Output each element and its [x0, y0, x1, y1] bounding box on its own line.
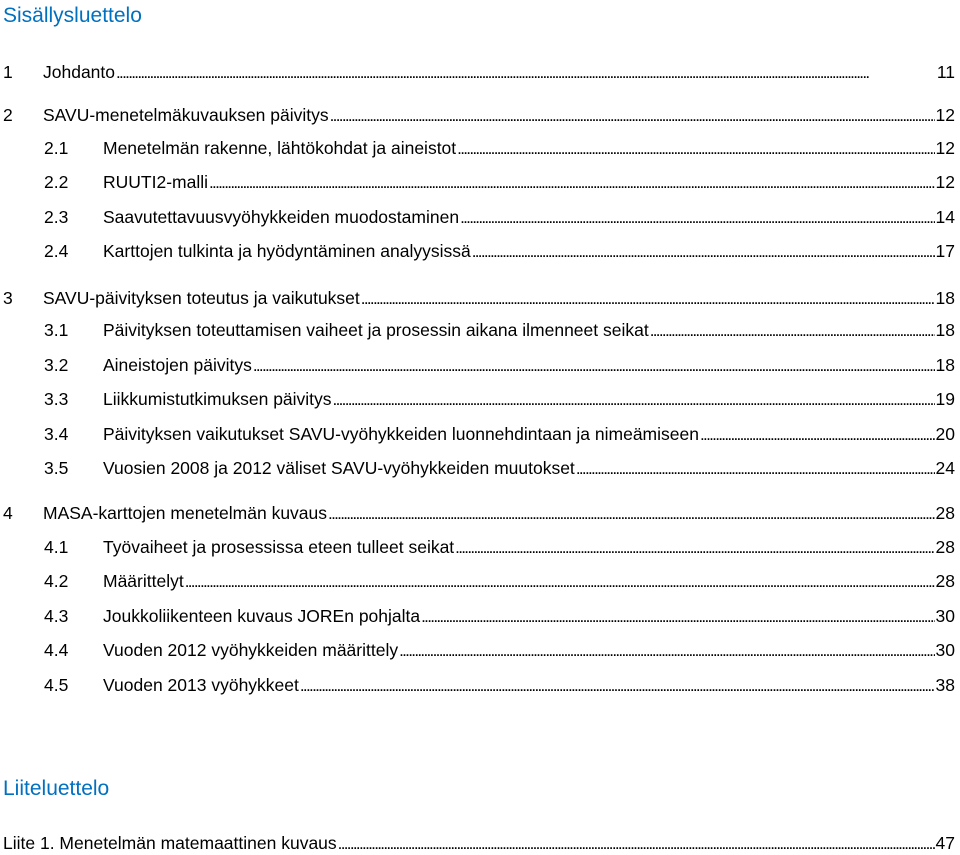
toc-entry-4-1[interactable]: [44, 536, 955, 558]
toc-entry-page: 12: [935, 138, 955, 158]
toc-entry-number: 2.2: [44, 172, 69, 192]
toc-entry-title: Liikkumistutkimuksen päivitys: [103, 389, 332, 409]
toc-entry-title: Saavutettavuusvyöhykkeiden muodostaminen: [103, 207, 460, 227]
toc-entry-page: 28: [935, 571, 955, 591]
toc-entry-number: 4.4: [44, 640, 69, 660]
toc-entry-page: 30: [935, 606, 955, 626]
toc-entry-number: 4.3: [44, 606, 69, 626]
dot-leader: [185, 570, 935, 593]
dot-leader: [361, 287, 935, 310]
toc-entry-title: Vuoden 2012 vyöhykkeiden määrittely: [103, 640, 399, 660]
toc-entry-title: Päivityksen toteuttamisen vaiheet ja prosessin aikana ilmenneet seikat: [103, 320, 649, 340]
dot-leader: [700, 423, 935, 446]
toc-entry-page: 14: [935, 207, 955, 227]
toc-entry-3-2[interactable]: [44, 354, 955, 376]
dot-leader: [457, 137, 934, 160]
appendix-heading: Liiteluettelo: [3, 777, 110, 800]
toc-entry-2[interactable]: [3, 104, 955, 126]
toc-entry-page: 18: [935, 320, 955, 340]
toc-entry-number: 2.4: [44, 241, 69, 261]
toc-entry-page: 17: [935, 241, 955, 261]
dot-leader: [253, 354, 935, 377]
toc-entry-page: 28: [935, 503, 955, 523]
toc-entry-2-3[interactable]: [44, 206, 955, 228]
toc-entry-number: 3.4: [44, 424, 69, 444]
toc-entry-3-4[interactable]: [44, 423, 955, 445]
toc-entry-title: MASA-karttojen menetelmän kuvaus: [43, 503, 328, 523]
toc-entry-page: 12: [935, 105, 955, 125]
appendix-entry[interactable]: [3, 832, 955, 854]
toc-entry-number: 4.2: [44, 571, 69, 591]
toc-entry-title: Joukkoliikenteen kuvaus JOREn pohjalta: [103, 606, 421, 626]
toc-entry-title: Päivityksen vaikutukset SAVU-vyöhykkeiden luonnehdintaan ja nimeämiseen: [103, 424, 699, 444]
toc-entry-number: 3.3: [44, 389, 69, 409]
toc-entry-number: 3: [3, 288, 13, 308]
toc-entry-page: 18: [935, 288, 955, 308]
dot-leader: [455, 536, 934, 559]
toc-entry-number: 3.2: [44, 355, 69, 375]
dot-leader: [650, 319, 935, 342]
toc-entry-3-1[interactable]: [44, 319, 955, 341]
toc-entry-2-4[interactable]: [44, 240, 955, 262]
toc-entry-number: 2.1: [44, 138, 69, 158]
dot-leader: [338, 832, 935, 855]
toc-entry-number: 4.5: [44, 675, 69, 695]
dot-leader: [576, 457, 935, 480]
toc-entry-4-5[interactable]: [44, 674, 955, 696]
toc-entry-number: 4.1: [44, 537, 69, 557]
toc-entry-page: 12: [935, 172, 955, 192]
toc-entry-title: Määrittelyt: [103, 571, 184, 591]
toc-entry-page: 24: [935, 458, 955, 478]
toc-entry-4-2[interactable]: [44, 570, 955, 592]
appendix-entry-page: 47: [935, 833, 955, 853]
toc-entry-page: 30: [935, 640, 955, 660]
toc-entry-4[interactable]: [3, 502, 955, 524]
toc-entry-number: 3.1: [44, 320, 69, 340]
toc-entry-4-3[interactable]: [44, 605, 955, 627]
toc-entry-2-2[interactable]: [44, 171, 955, 193]
dot-leader: [421, 605, 934, 628]
toc-entry-title: Aineistojen päivitys: [103, 355, 252, 375]
toc-entry-title: Johdanto: [43, 62, 116, 82]
toc-entry-number: 1: [3, 62, 13, 82]
appendix-entry-title: Liite 1. Menetelmän matemaattinen kuvaus: [3, 833, 337, 853]
dot-leader: [209, 171, 935, 194]
dot-leader: [116, 61, 936, 84]
toc-entry-number: 2.3: [44, 207, 69, 227]
toc-entry-2-1[interactable]: [44, 137, 955, 159]
toc-entry-title: SAVU-päivityksen toteutus ja vaikutukset: [43, 288, 360, 308]
dot-leader: [328, 502, 935, 525]
toc-entry-number: 3.5: [44, 458, 69, 478]
toc-entry-title: Menetelmän rakenne, lähtökohdat ja aineistot: [103, 138, 457, 158]
toc-entry-number: 4: [3, 503, 13, 523]
dot-leader: [300, 674, 935, 697]
toc-entry-title: Vuoden 2013 vyöhykkeet: [103, 675, 299, 695]
dot-leader: [472, 240, 935, 263]
toc-entry-3-3[interactable]: [44, 388, 955, 410]
toc-entry-title: RUUTI2-malli: [103, 172, 208, 192]
toc-entry-title: Karttojen tulkinta ja hyödyntäminen analyysissä: [103, 241, 471, 261]
dot-leader: [399, 639, 934, 662]
toc-entry-1[interactable]: [3, 61, 955, 83]
toc-entry-title: Työvaiheet ja prosessissa eteen tulleet seikat: [103, 537, 455, 557]
toc-entry-number: 2: [3, 105, 13, 125]
toc-entry-page: 38: [935, 675, 955, 695]
dot-leader: [333, 388, 935, 411]
toc-entry-3[interactable]: [3, 287, 955, 309]
toc-entry-page: 20: [935, 424, 955, 444]
dot-leader: [330, 104, 935, 127]
toc-entry-page: 18: [935, 355, 955, 375]
toc-entry-title: Vuosien 2008 ja 2012 väliset SAVU-vyöhykkeiden muutokset: [103, 458, 575, 478]
toc-entry-page: 11: [936, 62, 955, 82]
toc-heading: Sisällysluettelo: [3, 4, 142, 27]
toc-entry-4-4[interactable]: [44, 639, 955, 661]
toc-entry-title: SAVU-menetelmäkuvauksen päivitys: [43, 105, 329, 125]
toc-entry-3-5[interactable]: [44, 457, 955, 479]
toc-entry-page: 28: [935, 537, 955, 557]
toc-entry-page: 19: [935, 389, 955, 409]
dot-leader: [460, 206, 934, 229]
